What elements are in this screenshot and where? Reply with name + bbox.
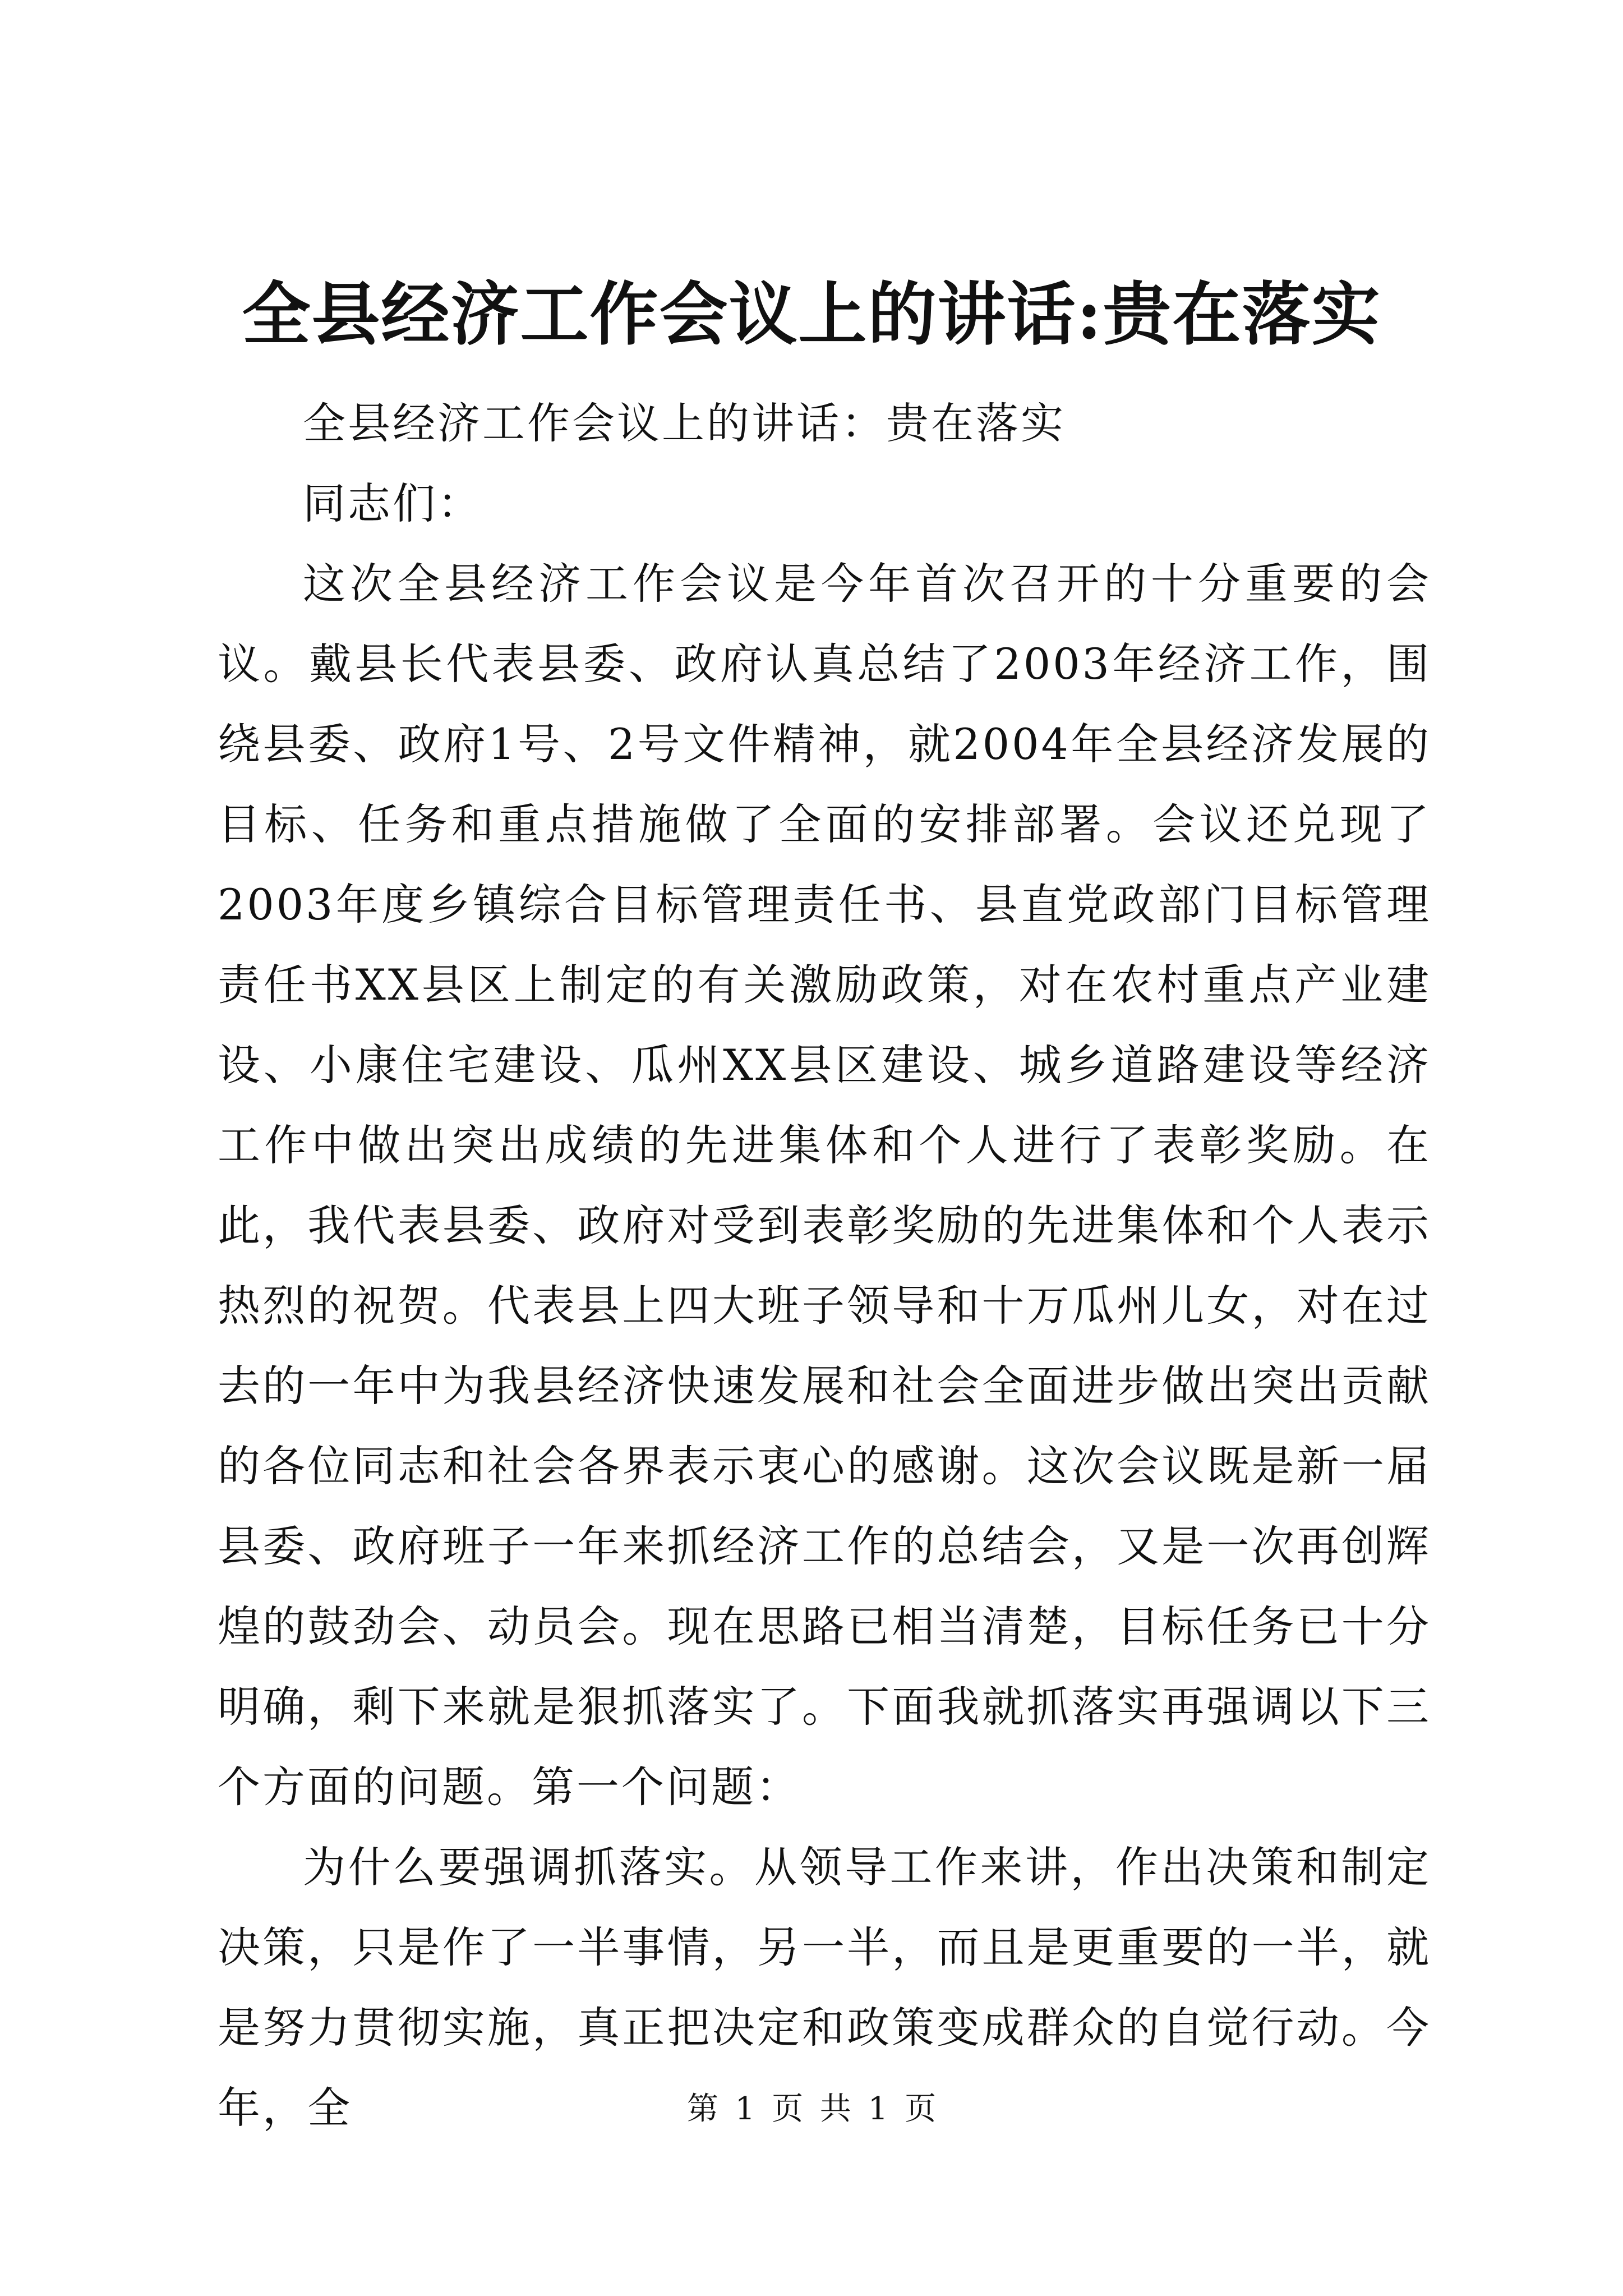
page-footer: 第 1 页 共 1 页 [686, 2091, 937, 2127]
document-title: 全县经济工作会议上的讲话:贵在落实 [242, 274, 1381, 355]
salutation: 同志们： [303, 478, 482, 528]
document-body [218, 383, 1431, 2148]
document-subtitle: 全县经济工作会议上的讲话：贵在落实 [303, 398, 1066, 448]
body-paragraph-2: 为什么要强调抓落实。从领导工作来讲，作出决策和制定决策，只是作了一半事情，另一半，而且是更重要的一半，就是努力贯彻实施，真正把决定和政策变成群众的自觉行动。今年，全 [218, 1842, 1431, 2133]
body-paragraph-1: 这次全县经济工作会议是今年首次召开的十分重要的会议。戴县长代表县委、政府认真总结了2003年经济工作，围绕县委、政府1号、2号文件精神，就2004年全县经济发展的目标、任务和重点措施做了全面的安排部署。会议还兑现了2003年度乡镇综合目标管理责任书、县直党政部门目标管理责任书XX县区上制定的有关激励政策，对在农村重点产业建设、小康住宅建设、瓜州XX县区建设、城乡道路建设等经济工作中做出突出成绩的先进集体和个人进行了表彰奖励。在此，我代表县委、政府对受到表彰奖励的先进集体和个人表示热烈的祝贺。代表县上四大班子领导和十万瓜州儿女，对在过去的一年中为我县经济快速发展和社会全面进步做出突出贡献的各位同志和社会各界表示衷心的感谢。这次会议既是新一届县委、政府班子一年来抓经济工作的总结会，又是一次再创辉煌的鼓劲会、动员会。现在思路已相当清楚，目标任务已十分明确，剩下来就是狠抓落实了。下面我就抓落实再强调以下三个方面的问题。第一个问题： [218, 559, 1431, 1812]
